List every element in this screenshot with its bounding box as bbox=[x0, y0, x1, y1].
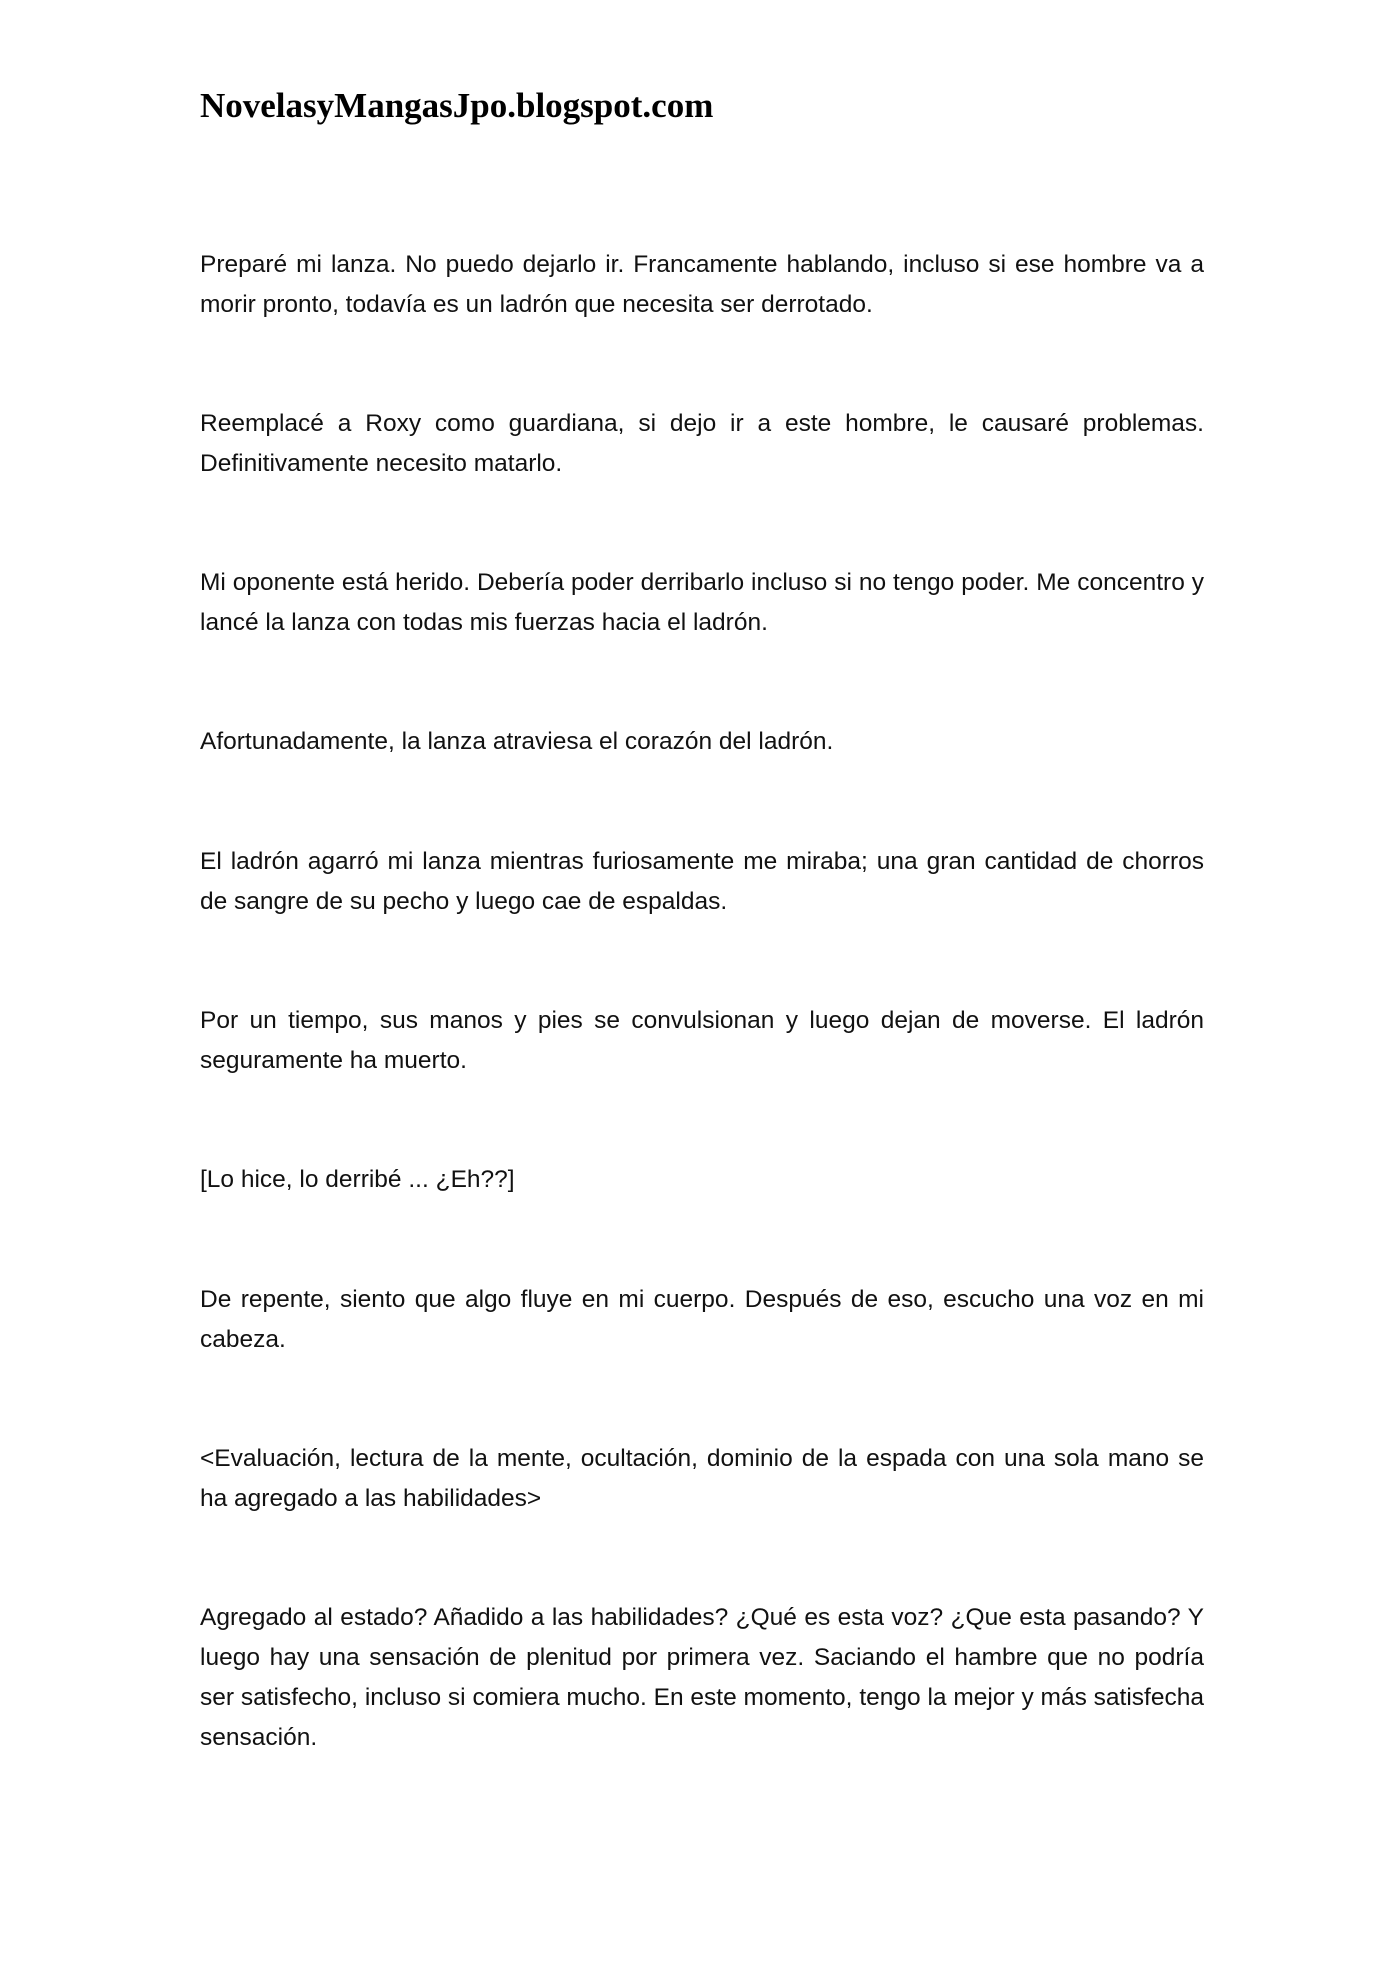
paragraph: Preparé mi lanza. No puedo dejarlo ir. Francamente hablando, incluso si ese hombre va a morir pronto, todavía es un ladrón que necesita ser derrotado. bbox=[200, 251, 1204, 318]
paragraph: Mi oponente está herido. Debería poder derribarlo incluso si no tengo poder. Me concentro y lancé la lanza con todas mis fuerzas hacia el ladrón. bbox=[200, 569, 1204, 636]
paragraph: Agregado al estado? Añadido a las habilidades? ¿Qué es esta voz? ¿Que esta pasando? Y luego hay una sensación de plenitud por primera vez. Saciando el hambre que no podría ser satisfecho, incluso si comiera mucho. En este momento, tengo la mejor y más satisfecha sensación. bbox=[200, 1604, 1204, 1751]
site-header: NovelasyMangasJpo.blogspot.com bbox=[200, 86, 714, 125]
paragraph: El ladrón agarró mi lanza mientras furiosamente me miraba; una gran cantidad de chorros de sangre de su pecho y luego cae de espaldas. bbox=[200, 848, 1204, 915]
paragraph: <Evaluación, lectura de la mente, ocultación, dominio de la espada con una sola mano se ha agregado a las habilidades> bbox=[200, 1445, 1204, 1512]
paragraph: Afortunadamente, la lanza atraviesa el corazón del ladrón. bbox=[200, 728, 834, 755]
paragraph: [Lo hice, lo derribé ... ¿Eh??] bbox=[200, 1166, 515, 1193]
paragraph: De repente, siento que algo fluye en mi cuerpo. Después de eso, escucho una voz en mi cabeza. bbox=[200, 1286, 1204, 1353]
paragraph: Por un tiempo, sus manos y pies se convulsionan y luego dejan de moverse. El ladrón seguramente ha muerto. bbox=[200, 1007, 1204, 1074]
paragraph: Reemplacé a Roxy como guardiana, si dejo ir a este hombre, le causaré problemas. Definitivamente necesito matarlo. bbox=[200, 410, 1204, 477]
